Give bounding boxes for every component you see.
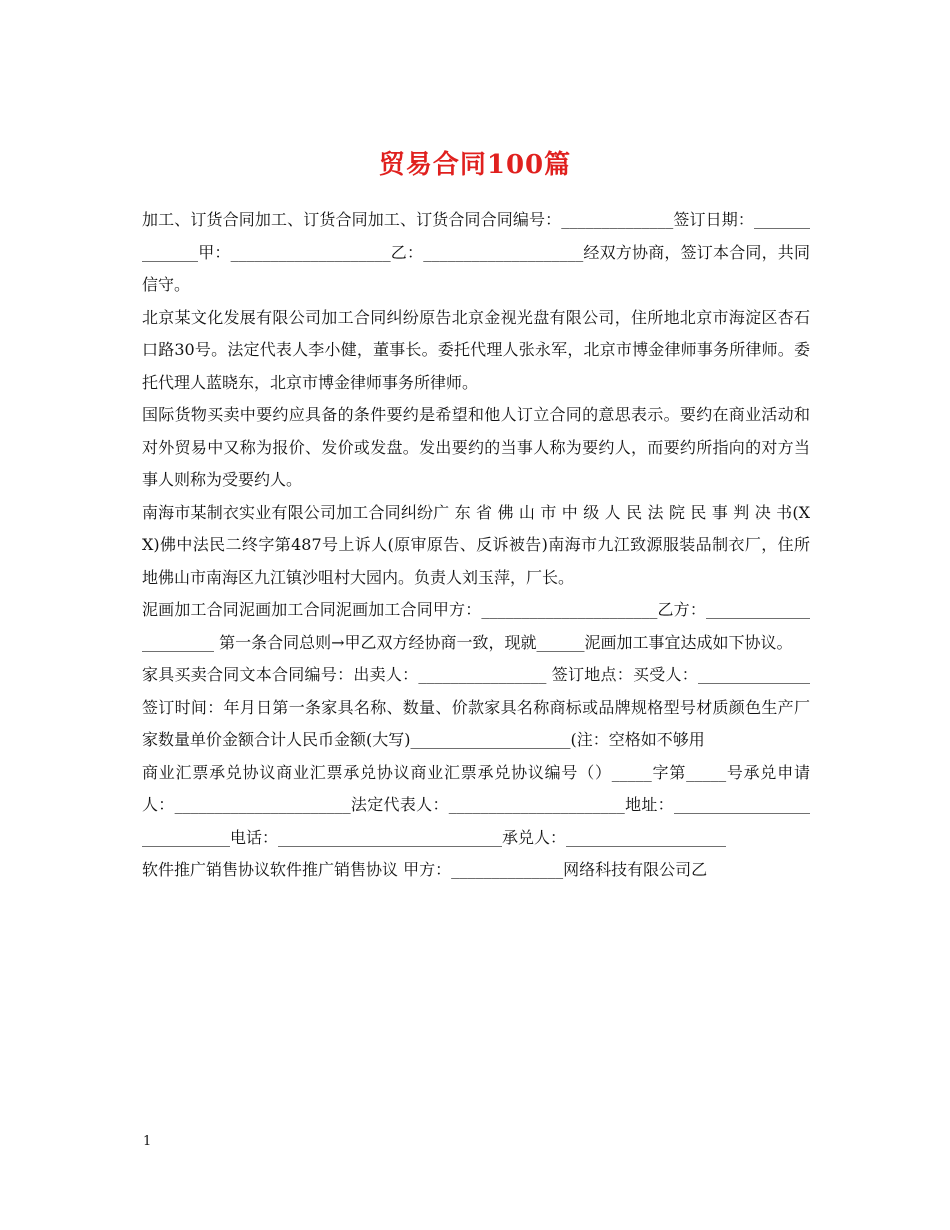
page-number: 1 <box>143 1134 152 1149</box>
paragraph-software-promotion: 软件推广销售协议软件推广销售协议 甲方：______________网络科技有限公司乙 <box>142 860 708 879</box>
paragraph-furniture-sale-contract: 家具买卖合同文本合同编号：出卖人：________________ 签订地点：买受人：______________签订时间：年月日第一条家具名称、数量、价款家具名称商标或品牌规格型号材质颜色生产厂家数量单价金额合计人民币金额(大写)____________________(注：空格如不够用 <box>142 665 810 749</box>
paragraph-international-offer: 国际货物买卖中要约应具备的条件要约是希望和他人订立合同的意思表示。要约在商业活动和对外贸易中又称为报价、发价或发盘。发出要约的当事人称为要约人，而要约所指向的对方当事人则称为受要约人。 <box>142 405 810 489</box>
document-body <box>142 204 810 887</box>
paragraph-nanhai-garment-dispute: 南海市某制衣实业有限公司加工合同纠纷广 东 省 佛 山 市 中 级 人 民 法 院 民 事 判 决 书(XX)佛中法民二终字第487号上诉人(原审原告、反诉被告)南海市九江致源服装品制衣厂，住所地佛山市南海区九江镇沙咀村大园内。负责人刘玉萍，厂长。 <box>142 502 810 587</box>
document-title: 贸易合同100篇 <box>378 150 572 181</box>
paragraph-clay-painting-contract: 泥画加工合同泥画加工合同泥画加工合同甲方：______________________乙方：______________________ 第一条合同总则→甲乙双方经协商一致，现就______泥画加工事宜达成如下协议。 <box>142 600 810 652</box>
paragraph-beijing-processing-dispute: 北京某文化发展有限公司加工合同纠纷原告北京金视光盘有限公司，住所地北京市海淀区杏石口路30号。法定代表人李小健，董事长。委托代理人张永军，北京市博金律师事务所律师。委托代理人蓝晓东，北京市博金律师事务所律师。 <box>142 307 810 392</box>
paragraph-commercial-bill-acceptance: 商业汇票承兑协议商业汇票承兑协议商业汇票承兑协议编号（）_____字第_____号承兑申请人：______________________法定代表人：______________________地址：____________________________电话：____________________________承兑人：____________________ <box>142 762 810 847</box>
paragraph-processing-order-contract: 加工、订货合同加工、订货合同加工、订货合同合同编号：______________签订日期：______________甲：____________________乙：____________________经双方协商，签订本合同，共同信守。 <box>142 210 810 294</box>
